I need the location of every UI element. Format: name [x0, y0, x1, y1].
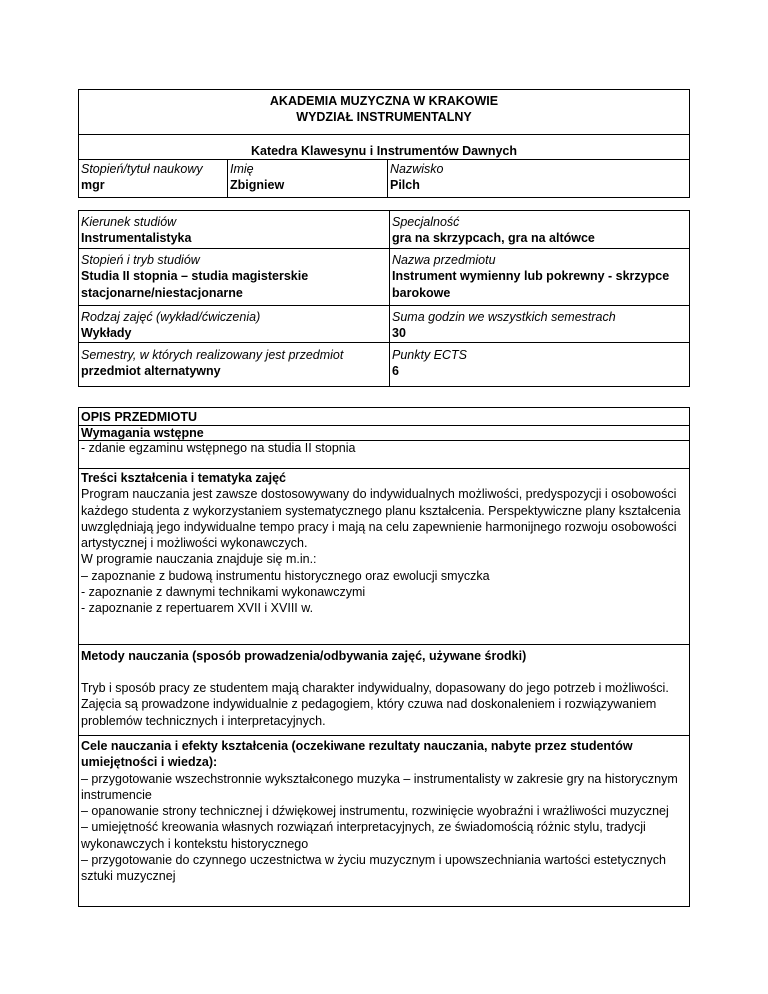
content-line: Program nauczania jest zawsze dostosowywany do indywidualnych możliwości, predyspozycji i osobowości	[81, 487, 677, 502]
specialty-value: gra na skrzypcach, gra na altówce	[392, 231, 595, 246]
subject-value-2: barokowe	[392, 285, 451, 300]
course-box	[78, 210, 690, 387]
subject-label: Nazwa przedmiotu	[392, 253, 496, 267]
class-type-label: Rodzaj zajęć (wykład/ćwiczenia)	[81, 310, 261, 324]
ects-label: Punkty ECTS	[392, 348, 468, 362]
description-box	[78, 407, 690, 907]
study-level-label: Stopień i tryb studiów	[81, 253, 200, 267]
content-section	[79, 469, 689, 617]
semesters-value: przedmiot alternatywny	[81, 364, 221, 379]
content-line: uwzględniają jego indywidualne tempo pracy i mają na celu zapewnienie harmonijnego rozwoju osobowości	[81, 519, 677, 534]
goals-title-2: umiejętności i wiedza):	[81, 755, 218, 770]
header-box	[78, 89, 690, 198]
methods-title: Metody nauczania (sposób prowadzenia/odbywania zajęć, używane środki)	[81, 649, 527, 663]
degree-cell	[79, 160, 227, 195]
description-divider-5	[79, 735, 689, 736]
subject-value-1: Instrument wymienny lub pokrewny - skrzypce	[392, 269, 670, 284]
field-of-study-label: Kierunek studiów	[81, 215, 177, 229]
semesters-cell	[79, 346, 387, 381]
header-titles	[79, 92, 689, 127]
goals-line: sztuki muzycznej	[81, 869, 176, 883]
study-level-value-2: stacjonarne/niestacjonarne	[81, 285, 243, 300]
goals-title-1: Cele nauczania i efekty kształcenia (oczekiwane rezultaty nauczania, nabyte przez studentów	[81, 739, 633, 753]
class-type-cell	[79, 308, 387, 343]
content-line: każdego studenta z wykorzystaniem systematycznego planu kształcenia. Perspektywiczne plany kształcenia	[81, 503, 681, 518]
hours-cell	[390, 308, 688, 343]
degree-label: Stopień/tytuł naukowy	[81, 162, 203, 176]
header-divider	[79, 134, 689, 135]
goals-line: – umiejętność kreowania własnych rozwiązań interpretacyjnych, ze świadomością różnic stylu, tradycji	[81, 820, 646, 835]
course-row-divider-1	[79, 248, 689, 249]
last-name-value: Pilch	[390, 178, 420, 193]
description-divider-4	[79, 644, 689, 645]
goals-line: – opanowanie strony technicznej i dźwiękowej instrumentu, rozwinięcie wyobraźni i wrażliwości muzycznej	[81, 804, 669, 818]
study-level-value-1: Studia II stopnia – studia magisterskie	[81, 269, 309, 284]
goals-line: – przygotowanie wszechstronnie wykształconego muzyka – instrumentalisty w zakresie gry na historycznym	[81, 771, 678, 786]
last-name-cell	[388, 160, 688, 195]
class-type-value: Wykłady	[81, 326, 132, 341]
last-name-label: Nazwisko	[390, 162, 444, 176]
prereq-title: Wymagania wstępne	[81, 426, 204, 440]
goals-line: – przygotowanie do czynnego uczestnictwa w życiu muzycznym i upowszechniania wartości estetycznych	[81, 852, 666, 867]
faculty-name: WYDZIAŁ INSTRUMENTALNY	[296, 110, 472, 125]
content-title: Treści kształcenia i tematyka zajęć	[81, 471, 286, 485]
methods-line: problemów technicznych i interpretacyjnych.	[81, 713, 326, 728]
goals-line: wykonawczych i kontekstu historycznego	[81, 836, 309, 851]
prereq-text: - zdanie egzaminu wstępnego na studia II stopnia	[81, 441, 356, 455]
first-name-cell	[228, 160, 383, 195]
hours-label: Suma godzin we wszystkich semestrach	[392, 310, 616, 324]
first-name-label: Imię	[230, 162, 254, 176]
first-name-value: Zbigniew	[230, 178, 285, 193]
goals-section	[79, 737, 689, 885]
semesters-label: Semestry, w których realizowany jest przedmiot	[81, 348, 344, 362]
degree-value: mgr	[81, 178, 105, 193]
study-level-cell	[79, 251, 387, 302]
field-of-study-cell	[79, 213, 387, 248]
hours-value: 30	[392, 326, 406, 341]
ects-cell	[390, 346, 688, 381]
department-name: Katedra Klawesynu i Instrumentów Dawnych	[250, 144, 518, 158]
goals-line: instrumencie	[81, 787, 152, 802]
course-row-divider-2	[79, 305, 689, 306]
subject-cell	[390, 251, 688, 302]
methods-line: Tryb i sposób pracy ze studentem mają charakter indywidualny, dopasowany do jego potrzeb i możliwości.	[81, 681, 669, 695]
methods-line: Zajęcia są prowadzone indywidualnie z pedagogiem, który czuwa nad doskonaleniem i rozwiązywaniem	[81, 697, 657, 712]
field-of-study-value: Instrumentalistyka	[81, 231, 192, 246]
content-line: - zapoznanie z dawnymi technikami wykonawczymi	[81, 584, 366, 599]
content-line: – zapoznanie z budową instrumentu historycznego oraz ewolucji smyczka	[81, 568, 490, 583]
content-line: artystycznej i możliwości wykonawczych.	[81, 536, 308, 550]
specialty-cell	[390, 213, 688, 248]
methods-section	[79, 679, 689, 730]
description-title: OPIS PRZEDMIOTU	[81, 410, 197, 424]
specialty-label: Specjalność	[392, 215, 460, 229]
content-line: W programie nauczania znajduje się m.in.:	[81, 552, 317, 567]
ects-value: 6	[392, 364, 399, 379]
content-line: - zapoznanie z repertuarem XVII i XVIII w.	[81, 601, 314, 615]
academy-name: AKADEMIA MUZYCZNA W KRAKOWIE	[269, 94, 499, 108]
